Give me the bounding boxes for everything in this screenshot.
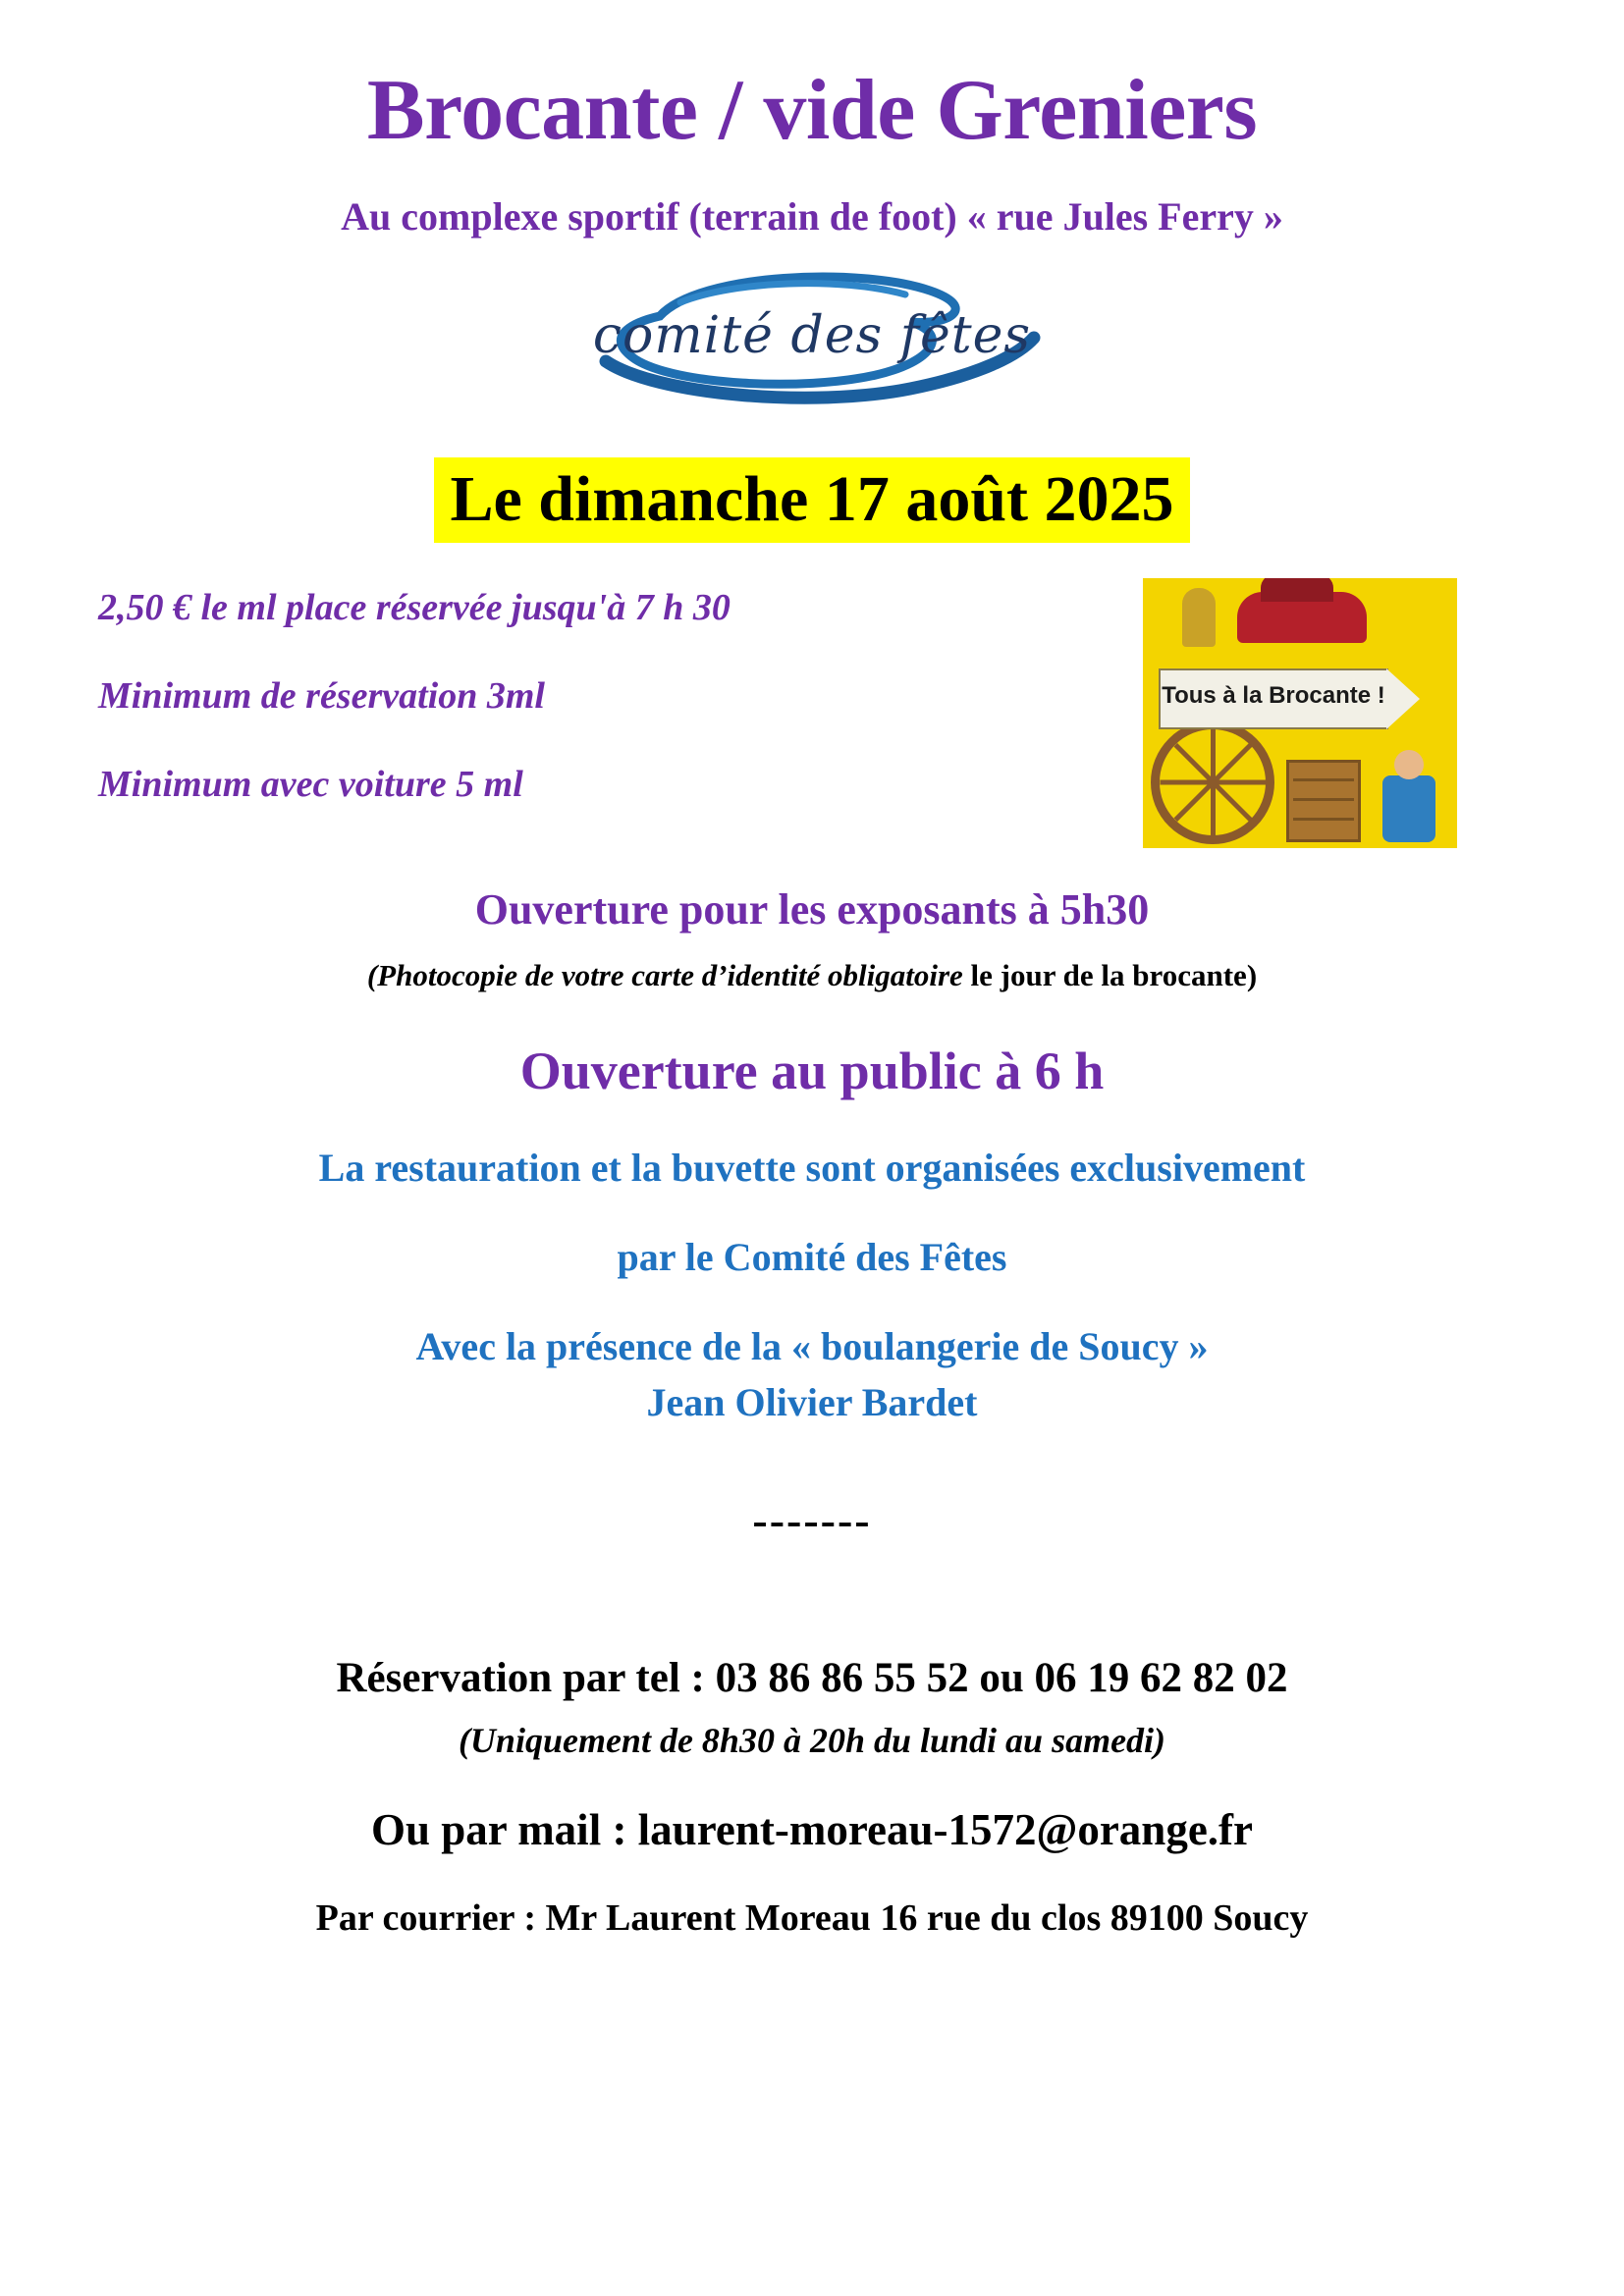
logo-container: [69, 265, 1555, 412]
brocante-sign-icon: [1159, 668, 1388, 729]
page-title: Brocante / vide Greniers: [366, 63, 1258, 158]
catering-line-2: par le Comité des Fêtes: [617, 1234, 1007, 1279]
event-date: Le dimanche 17 août 2025: [434, 457, 1189, 543]
public-opening: Ouverture au public à 6 h: [519, 1041, 1105, 1100]
separator: -------: [752, 1494, 872, 1545]
exposants-opening: Ouverture pour les exposants à 5h30: [474, 884, 1150, 934]
car-icon: [1237, 592, 1367, 643]
bakery-line-1: Avec la présence de la « boulangerie de Soucy »: [415, 1323, 1209, 1368]
identity-note: [69, 958, 1555, 993]
person-body-icon: [1382, 775, 1435, 842]
bakery-line-2: Jean Olivier Bardet: [646, 1379, 978, 1424]
furniture-line: [1293, 798, 1354, 801]
brocante-illustration: [1143, 578, 1457, 848]
comite-des-fetes-logo: [488, 265, 1136, 412]
contact-block: [69, 1654, 1555, 1940]
brocante-sign-text: Tous à la Brocante !: [1162, 681, 1385, 709]
contact-postal: Par courrier : Mr Laurent Moreau 16 rue du clos 89100 Soucy: [315, 1896, 1309, 1939]
prices-and-image-row: [69, 586, 1555, 871]
contact-phone: Réservation par tel : 03 86 86 55 52 ou 06 19 62 82 02: [336, 1654, 1288, 1701]
price-item: 2,50 € le ml place réservée jusqu'à 7 h 30: [98, 586, 731, 628]
event-date-line: [69, 457, 1555, 543]
lamp-icon: [1182, 588, 1216, 647]
person-head-icon: [1394, 750, 1424, 779]
furniture-icon: [1286, 760, 1361, 842]
logo-text: comité des fêtes: [592, 306, 1032, 366]
contact-hours: (Uniquement de 8h30 à 20h du lundi au samedi): [458, 1720, 1166, 1760]
price-list: [69, 586, 1051, 806]
price-item: Minimum avec voiture 5 ml: [98, 763, 523, 805]
price-item: Minimum de réservation 3ml: [98, 674, 545, 717]
identity-note-part1: (Photocopie de votre carte d’identité obligatoire: [366, 957, 971, 992]
contact-mail: Ou par mail : laurent-moreau-1572@orange.fr: [370, 1804, 1254, 1854]
identity-note-part2: le jour de la brocante): [970, 957, 1258, 992]
catering-line-1: La restauration et la buvette sont organisées exclusivement: [318, 1145, 1306, 1190]
furniture-line: [1293, 818, 1354, 821]
furniture-line: [1293, 778, 1354, 781]
cart-wheel-icon: [1151, 721, 1274, 844]
poster-subtitle: Au complexe sportif (terrain de foot) « rue Jules Ferry »: [341, 194, 1283, 240]
